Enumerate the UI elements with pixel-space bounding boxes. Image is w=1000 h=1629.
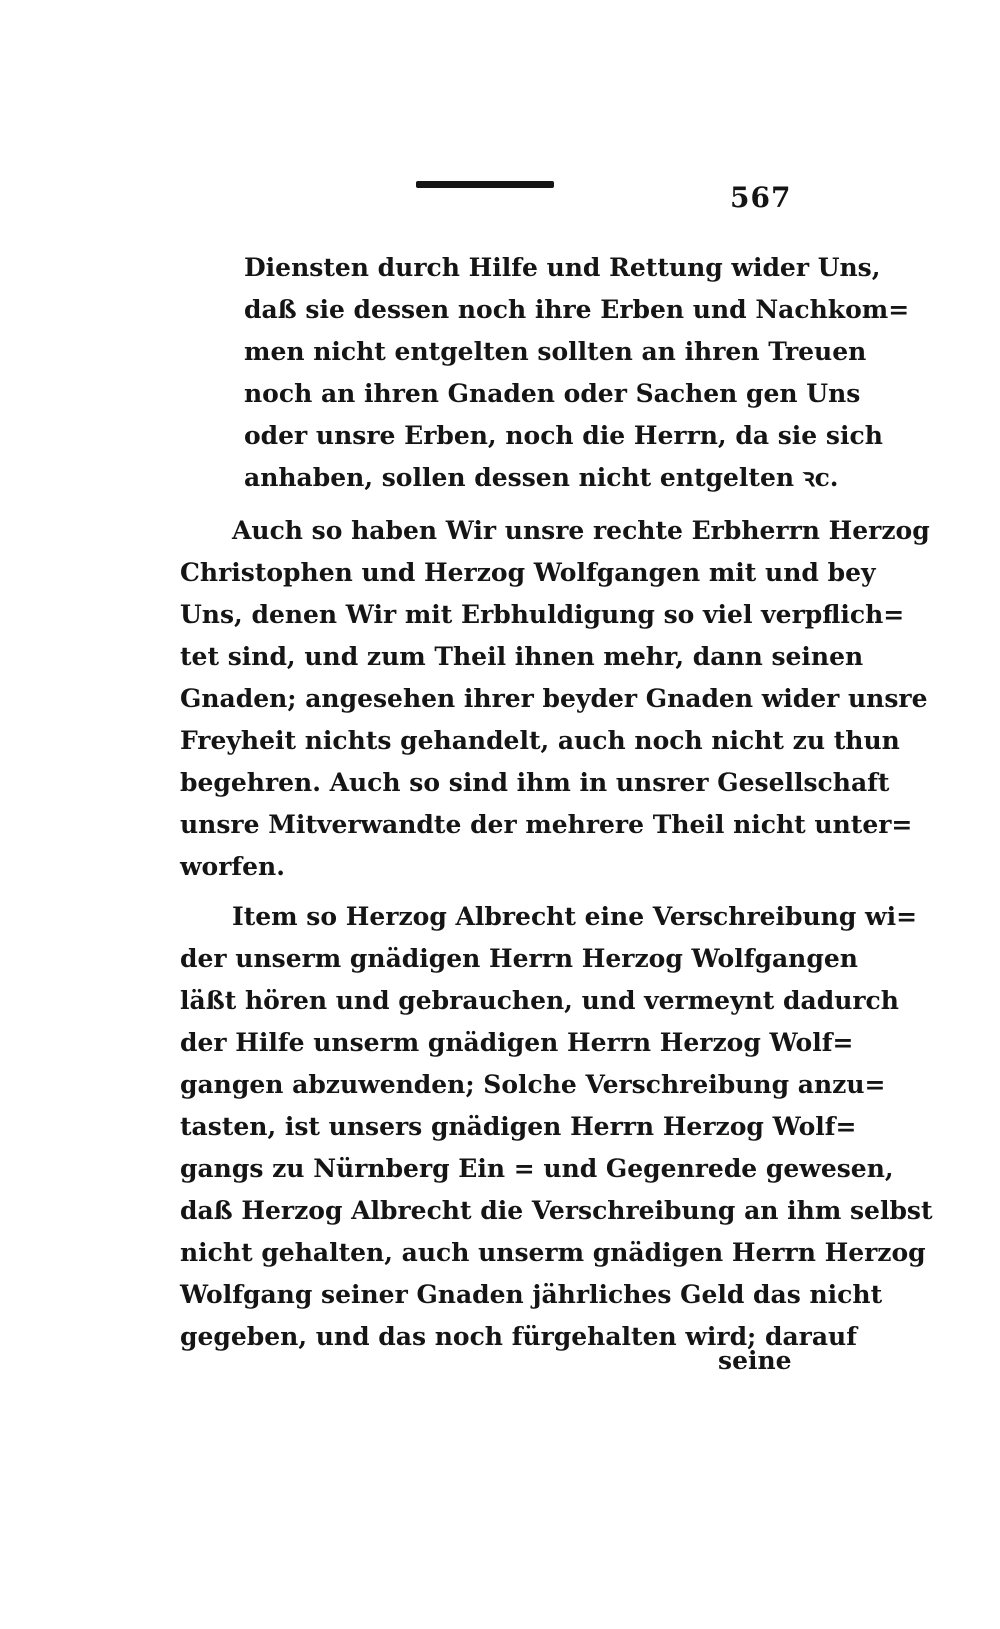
text-line: läßt hören und gebrauchen, und vermeynt dadurch [180,986,899,1015]
paragraph-3 [180,896,933,1358]
text-line: Wolfgang seiner Gnaden jährliches Geld das nicht [180,1280,883,1309]
text-line: begehren. Auch so sind ihm in unsrer Gesellschaft [180,768,890,797]
text-line: Diensten durch Hilfe und Rettung wider Uns, [244,253,881,282]
text-line: unsre Mitverwandte der mehrere Theil nicht unter= [180,810,913,839]
text-line: tasten, ist unsers gnädigen Herrn Herzog Wolf= [180,1112,857,1141]
text-line: nicht gehalten, auch unserm gnädigen Herrn Herzog [180,1238,926,1267]
paragraph-2 [180,510,930,888]
page-number: 567 [730,181,792,214]
paragraph-1 [244,247,910,499]
text-line: gangs zu Nürnberg Ein = und Gegenrede gewesen, [180,1154,894,1183]
text-line: noch an ihren Gnaden oder Sachen gen Uns [244,379,861,408]
text-line: worfen. [180,852,285,881]
text-line: der unserm gnädigen Herrn Herzog Wolfgangen [180,944,858,973]
text-line: der Hilfe unserm gnädigen Herrn Herzog Wolf= [180,1028,854,1057]
text-line: Christophen und Herzog Wolfgangen mit und bey [180,558,876,587]
text-line: Freyheit nichts gehandelt, auch noch nicht zu thun [180,726,900,755]
text-line: daß Herzog Albrecht die Verschreibung an ihm selbst [180,1196,933,1225]
text-line: men nicht entgelten sollten an ihren Treuen [244,337,867,366]
text-line: Item so Herzog Albrecht eine Verschreibung wi= [232,902,918,931]
text-line: anhaben, sollen dessen nicht entgelten ꝛc. [244,463,839,492]
text-line: Gnaden; angesehen ihrer beyder Gnaden wider unsre [180,684,928,713]
header-rule [416,181,554,188]
text-line: Uns, denen Wir mit Erbhuldigung so viel verpflich= [180,600,905,629]
text-line: Auch so haben Wir unsre rechte Erbherrn Herzog [232,516,930,545]
text-line: daß sie dessen noch ihre Erben und Nachkom= [244,295,910,324]
text-line: oder unsre Erben, noch die Herrn, da sie sich [244,421,883,450]
text-line: tet sind, und zum Theil ihnen mehr, dann seinen [180,642,864,671]
text-line: gangen abzuwenden; Solche Verschreibung anzu= [180,1070,886,1099]
catchword: seine [718,1346,792,1375]
text-line: gegeben, und das noch fürgehalten wird; darauf [180,1322,857,1351]
